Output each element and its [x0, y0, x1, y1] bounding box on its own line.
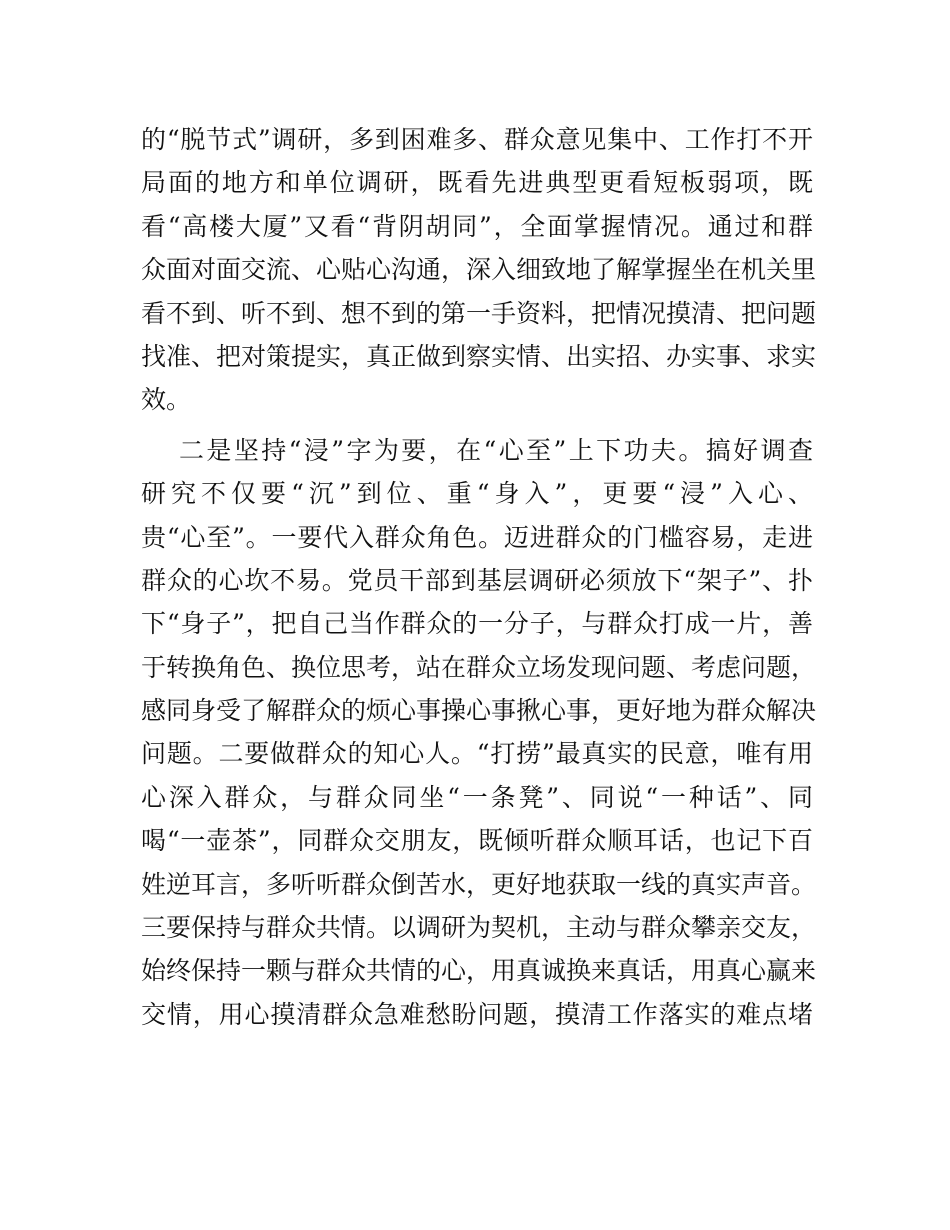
text-line: 问题。二要做群众的知心人。“打捞”最真实的民意，唯有用	[141, 739, 813, 769]
text-line: 感同身受了解群众的烦心事操心事揪心事，更好地为群众解决	[141, 696, 817, 726]
document-body	[141, 118, 817, 1036]
text-line: 心深入群众，与群众同坐“一条凳”、同说“一种话”、同	[141, 782, 813, 812]
text-line: 三要保持与群众共情。以调研为契机，主动与群众攀亲交友，	[141, 913, 817, 943]
text-line: 局面的地方和单位调研，既看先进典型更看短板弱项，既	[141, 168, 813, 198]
text-line: 二是坚持“浸”字为要，在“心至”上下功夫。搞好调查	[179, 435, 813, 465]
text-line: 始终保持一颗与群众共情的心，用真诚换来真话，用真心赢来	[141, 956, 817, 986]
text-line: 众面对面交流、心贴心沟通，深入细致地了解掌握坐在机关里	[141, 255, 817, 285]
text-line: 喝“一壶茶”，同群众交朋友，既倾听群众顺耳话，也记下百	[141, 826, 813, 856]
text-line: 群众的心坎不易。党员干部到基层调研必须放下“架子”、扑	[141, 565, 813, 595]
text-line: 贵“心至”。一要代入群众角色。迈进群众的门槛容易，走进	[141, 522, 813, 552]
paragraph-1	[141, 118, 817, 422]
text-line: 找准、把对策提实，真正做到察实情、出实招、办实事、求实	[141, 341, 817, 371]
text-line: 的“脱节式”调研，多到困难多、群众意见集中、工作打不开	[141, 125, 813, 154]
paragraph-spacer	[141, 422, 813, 429]
text-line: 姓逆耳言，多听听群众倒苦水，更好地获取一线的真实声音。	[141, 869, 817, 899]
paragraph-2	[141, 429, 817, 1036]
text-line: 于转换角色、换位思考，站在群众立场发现问题、考虑问题，	[141, 652, 817, 682]
text-line: 看“高楼大厦”又看“背阴胡同”，全面掌握情况。通过和群	[141, 211, 813, 241]
text-line: 效。	[141, 385, 192, 415]
text-line: 交情，用心摸清群众急难愁盼问题，摸清工作落实的难点堵	[141, 999, 813, 1029]
text-line: 看不到、听不到、想不到的第一手资料，把情况摸清、把问题	[141, 298, 817, 328]
text-line: 研究不仅要“沉”到位、重“身入”，更要“浸”入心、	[141, 479, 813, 509]
text-line: 下“身子”，把自己当作群众的一分子，与群众打成一片，善	[141, 609, 813, 639]
